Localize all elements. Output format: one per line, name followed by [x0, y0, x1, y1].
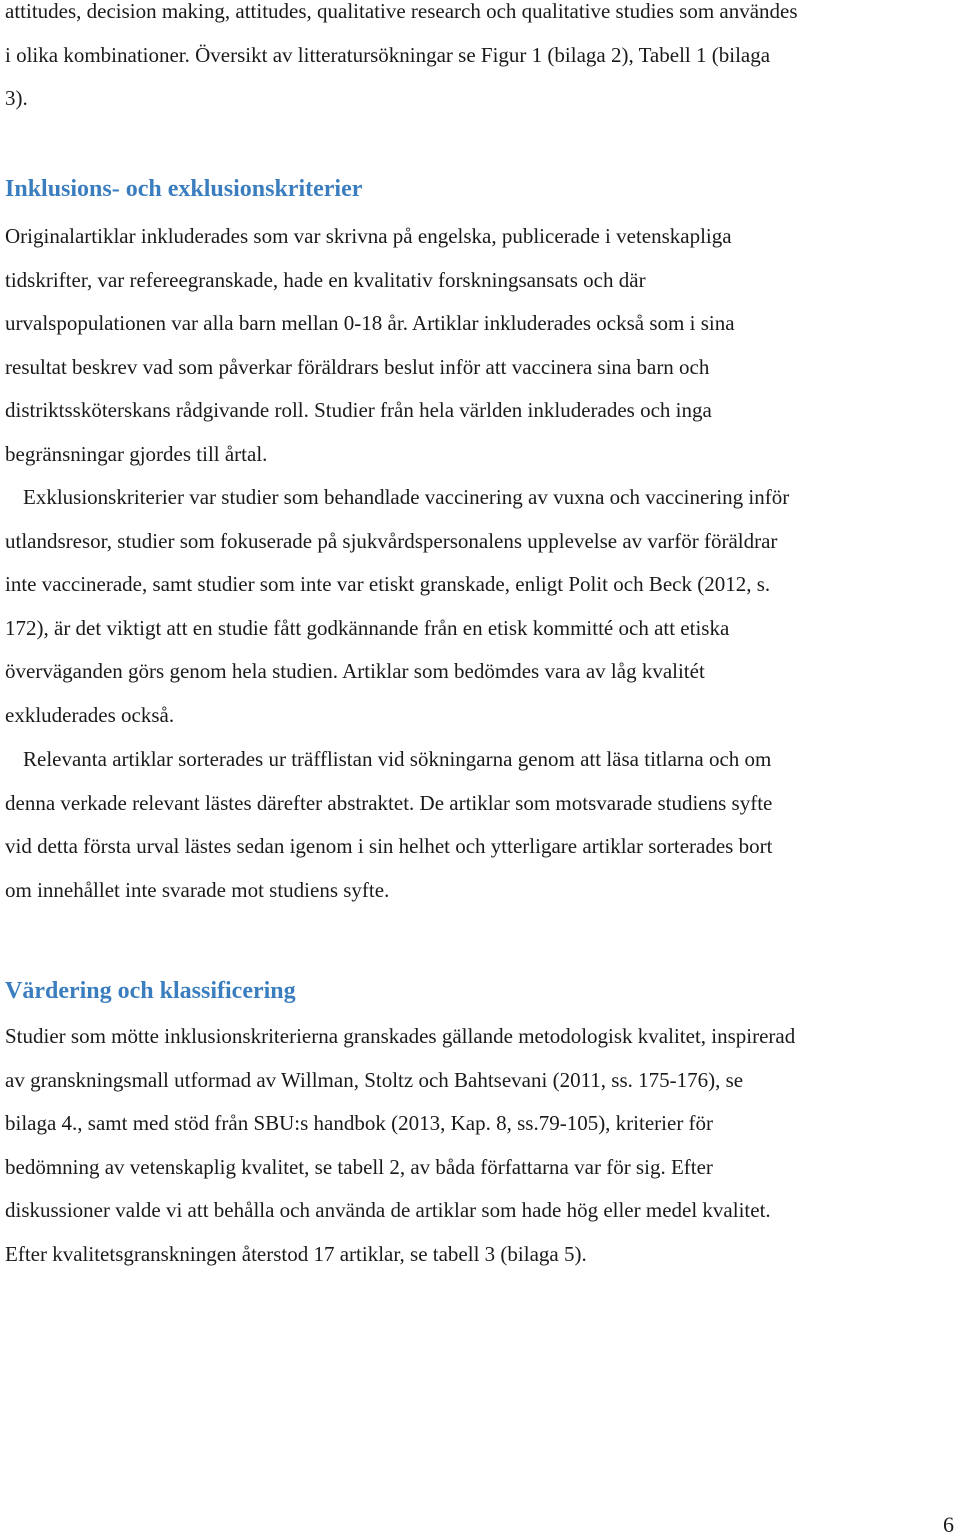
- text-line: överväganden görs genom hela studien. Artiklar som bedömdes vara av låg kvalitét: [5, 659, 705, 684]
- page-number: 6: [943, 1512, 954, 1537]
- text-line: Efter kvalitetsgranskningen återstod 17 artiklar, se tabell 3 (bilaga 5).: [5, 1241, 587, 1266]
- selection-paragraph: [5, 738, 960, 912]
- text-line: bedömning av vetenskaplig kvalitet, se tabell 2, av båda författarna var för sig. Efter: [5, 1154, 713, 1179]
- text-line: vid detta första urval lästes sedan igenom i sin helhet och ytterligare artiklar sorterades bort: [5, 834, 773, 859]
- text-line: attitudes, decision making, attitudes, qualitative research och qualitative studies som användes: [5, 0, 798, 23]
- text-line: Studier som mötte inklusionskriterierna granskades gällande metodologisk kvalitet, inspirerad: [5, 1024, 796, 1048]
- text-line: distriktssköterskans rådgivande roll. Studier från hela världen inkluderades och inga: [5, 398, 712, 423]
- text-line: Exklusionskriterier var studier som behandlade vaccinering av vuxna och vaccinering inför: [23, 485, 790, 509]
- intro-paragraph: [5, 0, 960, 121]
- text-line: tidskrifter, var refereegranskade, hade en kvalitativ forskningsansats och där: [5, 267, 646, 292]
- text-line: i olika kombinationer. Översikt av litteratursökningar se Figur 1 (bilaga 2), Tabell 1 (bilaga: [5, 42, 771, 67]
- text-line: av granskningsmall utformad av Willman, Stoltz och Bahtsevani (2011, ss. 175-176), se: [5, 1067, 744, 1092]
- text-line: Originalartiklar inkluderades som var skrivna på engelska, publicerade i vetenskapliga: [5, 224, 732, 248]
- text-line: urvalspopulationen var alla barn mellan 0-18 år. Artiklar inkluderades också som i sina: [5, 311, 735, 336]
- text-line: 3).: [5, 86, 28, 111]
- text-line: bilaga 4., samt med stöd från SBU:s handbok (2013, Kap. 8, ss.79-105), kriterier för: [5, 1111, 714, 1136]
- text-line: exkluderades också.: [5, 702, 175, 727]
- text-line: inte vaccinerade, samt studier som inte var etiskt granskade, enligt Polit och Beck (2012, s.: [5, 572, 771, 597]
- evaluation-paragraph: [5, 1015, 960, 1277]
- text-line: utlandsresor, studier som fokuserade på sjukvårdspersonalens upplevelse av varför föräldrar: [5, 528, 778, 553]
- text-line: om innehållet inte svarade mot studiens syfte.: [5, 877, 390, 902]
- section-heading-inclusion: Inklusions- och exklusionskriterier: [5, 176, 363, 202]
- inclusion-paragraph: [5, 215, 960, 477]
- text-line: begränsningar gjordes till årtal.: [5, 441, 268, 466]
- text-line: diskussioner valde vi att behålla och använda de artiklar som hade hög eller medel kvalitet.: [5, 1198, 771, 1223]
- text-line: denna verkade relevant lästes därefter abstraktet. De artiklar som motsvarade studiens syfte: [5, 790, 773, 815]
- text-line: resultat beskrev vad som påverkar föräldrars beslut inför att vaccinera sina barn och: [5, 354, 710, 379]
- text-line: Relevanta artiklar sorterades ur träfflistan vid sökningarna genom att läsa titlarna och om: [23, 747, 772, 771]
- exclusion-paragraph: [5, 476, 960, 738]
- section-heading-evaluation: Värdering och klassificering: [5, 978, 296, 1004]
- text-line: 172), är det viktigt att en studie fått godkännande från en etisk kommitté och att etiska: [5, 615, 730, 640]
